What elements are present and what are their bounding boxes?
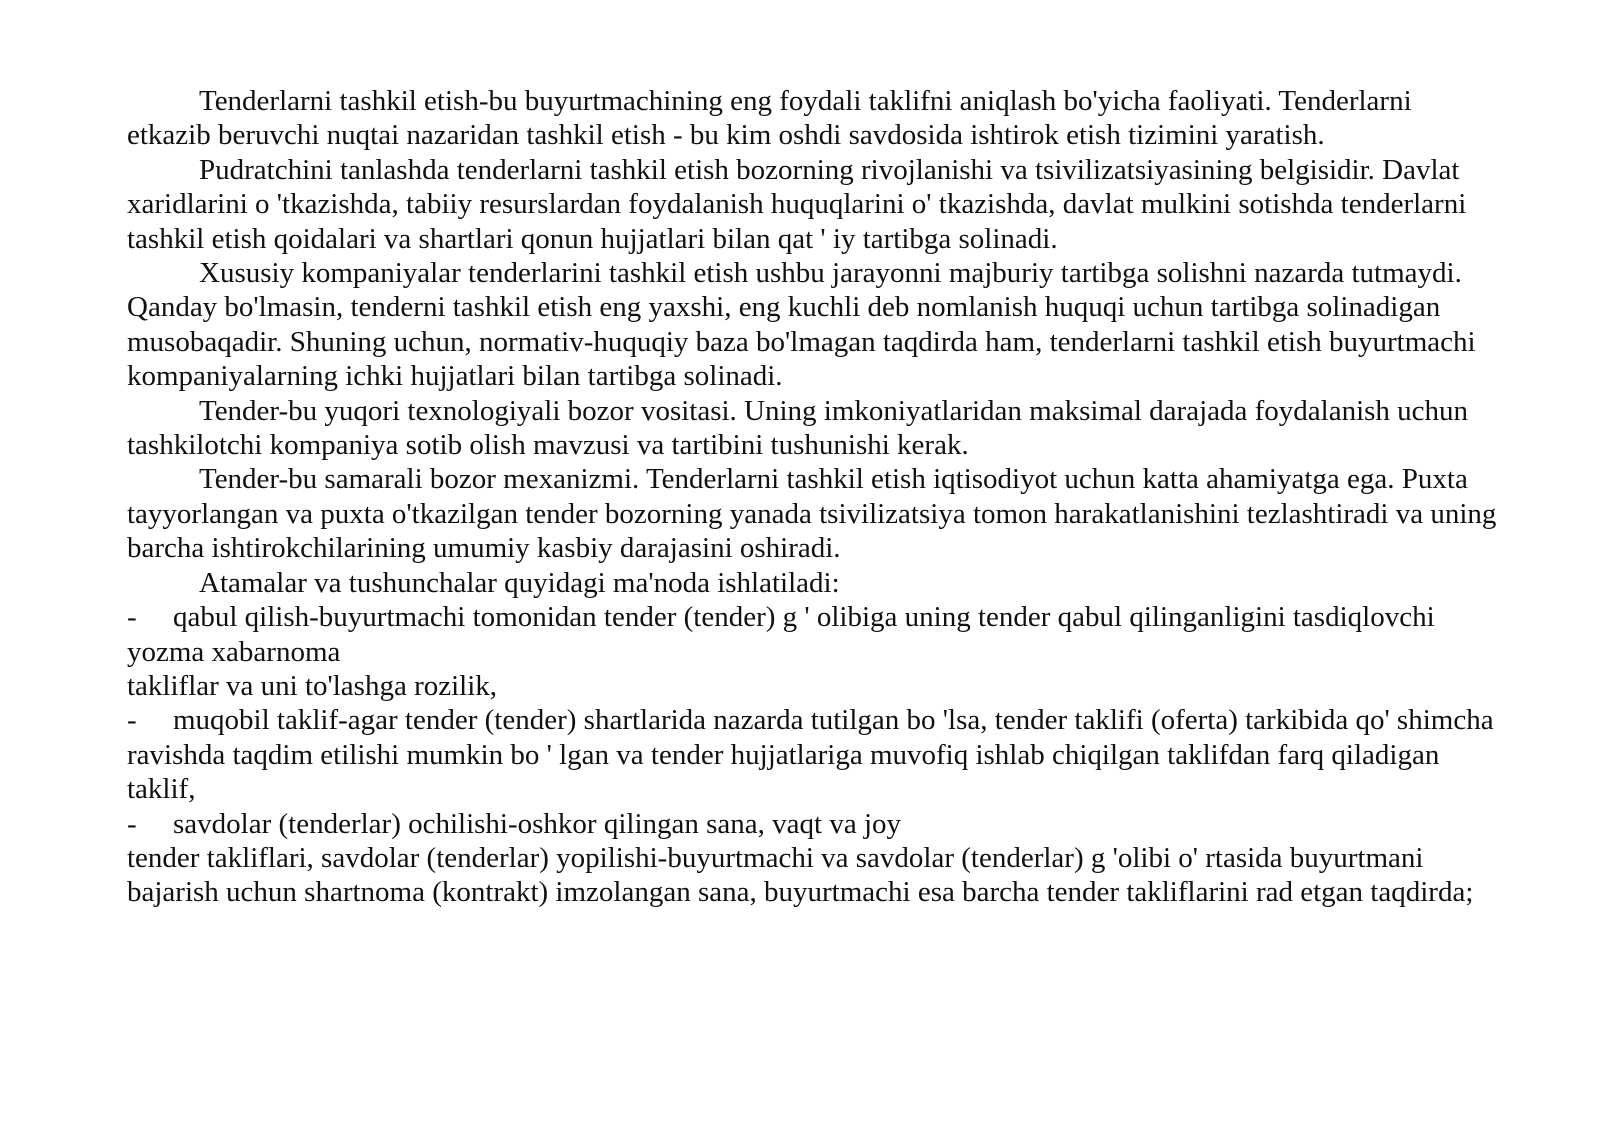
list-item-text: muqobil taklif-agar tender (tender) shartlarida nazarda tutilgan bo 'lsa, tender taklifi (oferta) tarkibida qo' shimcha ravishda taqdim etilishi mumkin bo ' lgan va tender hujjatlariga muvofiq ishlab chiqilgan taklifdan farq qiladigan taklif, [127, 704, 1494, 806]
list-item-1 [127, 600, 1497, 669]
list-item-text: savdolar (tenderlar) ochilishi-oshkor qilingan sana, vaqt va joy [173, 807, 902, 840]
list-item-1-continuation: takliflar va uni to'lashga rozilik, [127, 669, 498, 702]
paragraph-2: Pudratchini tanlashda tenderlarni tashkil etish bozorning rivojlanishi va tsivilizatsiyasining belgisidir. Davlat xaridlarini o 'tkazishda, tabiiy resurslardan foydalanish huquqlarini o' tkazishda, davlat mulkini sotishda tenderlarni tashkil etish qoidalari va shartlari qonun hujjatlari bilan qat ' iy tartibga solinadi. [127, 153, 1467, 255]
paragraph-3: Xususiy kompaniyalar tenderlarini tashkil etish ushbu jarayonni majburiy tartibga solishni nazarda tutmaydi. Qanday bo'lmasin, tenderni tashkil etish eng yaxshi, eng kuchli deb nomlanish huquqi uchun tartibga solinadigan musobaqadir. Shuning uchun, normativ-huquqiy baza bo'lmagan taqdirda ham, tenderlarni tashkil etish buyurtmachi kompaniyalarning ichki hujjatlari bilan tartibga solinadi. [127, 257, 1476, 393]
paragraph-4: Tender-bu yuqori texnologiyali bozor vositasi. Uning imkoniyatlaridan maksimal darajada foydalanish uchun tashkilotchi kompaniya sotib olish mavzusi va tartibini tushunishi kerak. [127, 394, 1469, 462]
list-marker: - [127, 601, 137, 634]
list-marker: - [127, 807, 137, 840]
list-item-2 [127, 703, 1497, 806]
list-item-3 [127, 807, 1497, 841]
list-marker: - [127, 704, 137, 737]
list-item-3-continuation: tender takliflari, savdolar (tenderlar) yopilishi-buyurtmachi va savdolar (tenderlar) g 'olibi o' rtasida buyurtmani bajarish uchun shartnoma (kontrakt) imzolangan sana, buyurtmachi esa barcha tender takliflarini rad etgan taqdirda; [127, 841, 1474, 909]
paragraph-1: Tenderlarni tashkil etish-bu buyurtmachining eng foydali taklifni aniqlash bo'yicha faoliyati. Tenderlarni etkazib beruvchi nuqtai nazaridan tashkil etish - bu kim oshdi savdosida ishtirok etish tizimini yaratish. [127, 85, 1412, 152]
paragraph-5: Tender-bu samarali bozor mexanizmi. Tenderlarni tashkil etish iqtisodiyot uchun katta ahamiyatga ega. Puxta tayyorlangan va puxta o'tkazilgan tender bozorning yanada tsivilizatsiya tomon harakatlanishini tezlashtiradi va uning barcha ishtirokchilarining umumiy kasbiy darajasini oshiradi. [127, 463, 1497, 565]
document-page [127, 84, 1497, 910]
list-item-text: qabul qilish-buyurtmachi tomonidan tender (tender) g ' olibiga uning tender qabul qilinganligini tasdiqlovchi yozma xabarnoma [127, 601, 1435, 668]
paragraph-6: Atamalar va tushunchalar quyidagi ma'noda ishlatiladi: [199, 566, 840, 599]
